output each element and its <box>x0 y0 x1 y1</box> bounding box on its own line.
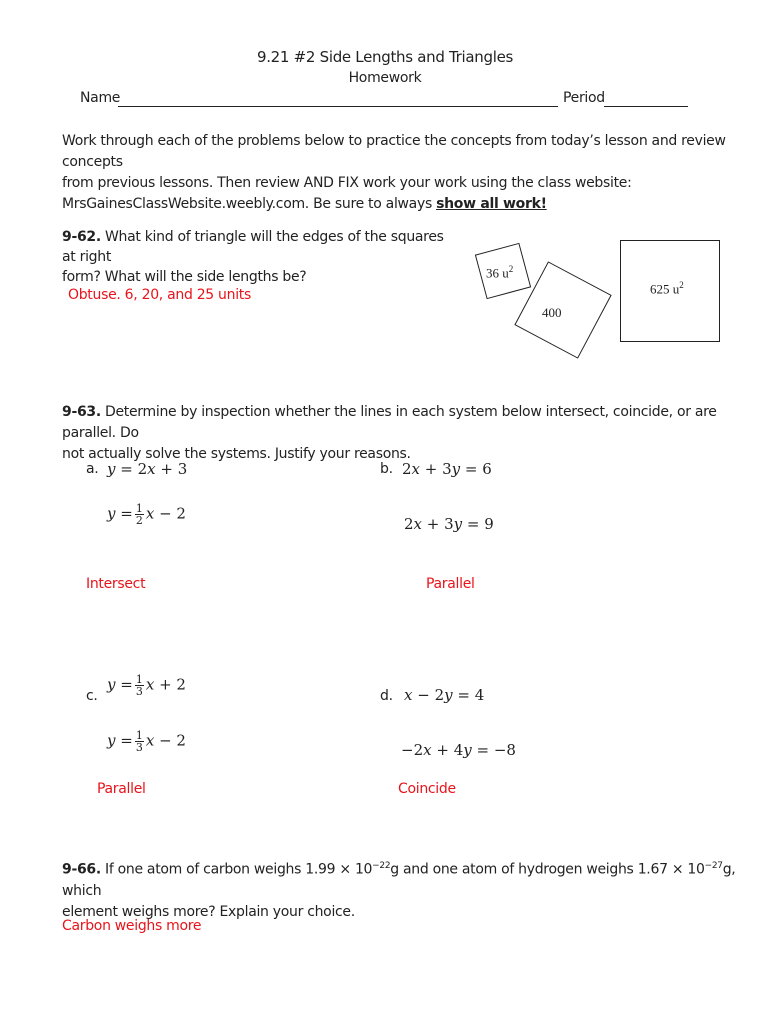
equation-a1: y = 2x + 3 <box>107 460 188 478</box>
answer-b: Parallel <box>426 576 475 592</box>
problem-number: 9-62. <box>62 229 101 245</box>
equation-b1: 2x + 3y = 6 <box>402 460 492 478</box>
equation-d1: x − 2y = 4 <box>404 686 485 704</box>
period-field[interactable] <box>604 92 688 107</box>
problem-9-66: 9-66. If one atom of carbon weighs $1.99 \times 10^{-22}g$ and one atom of hydrogen weighs $1.67 \times 10^{-27}g$, which element weighs more? Explain your choice. <box>62 856 752 923</box>
problem-9-62 <box>62 227 452 287</box>
equation-c2: y = $\frac{1}{3}$ x − 2 <box>107 729 186 754</box>
part-c-label: c. <box>86 688 98 704</box>
intro-line-3: MrsGainesClassWebsite.weebly.com. Be sure to always show all work! <box>62 196 547 212</box>
problem-text: What kind of triangle will the edges of the squares at right <box>62 229 444 265</box>
show-all-work-emphasis: show all work! <box>436 196 547 212</box>
problem-number: 9-63. <box>62 404 101 420</box>
name-field[interactable] <box>118 92 558 107</box>
intro-paragraph <box>62 131 742 215</box>
part-b-label: b. <box>380 461 393 477</box>
name-label: Name <box>80 90 121 106</box>
problem-9-63 <box>62 402 742 465</box>
square-400-label: 400 <box>542 305 562 320</box>
part-a-label: a. <box>86 461 99 477</box>
square-625-label: 625 $u^2$ <box>650 280 684 297</box>
answer-d: Coincide <box>398 781 456 797</box>
problem-number: 9-66. <box>62 861 101 878</box>
worksheet-subtitle: Homework <box>348 70 422 86</box>
square-36-label: 36 $u^2$ <box>486 264 514 281</box>
answer-9-66: Carbon weighs more <box>62 918 202 934</box>
intro-line-1: Work through each of the problems below to practice the concepts from today’s lesson and review concepts <box>62 133 726 170</box>
answer-9-62: Obtuse. 6, 20, and 25 units <box>68 287 251 303</box>
worksheet-title: 9.21 #2 Side Lengths and Triangles <box>256 48 514 66</box>
part-d-label: d. <box>380 688 393 704</box>
answer-c: Parallel <box>97 781 146 797</box>
problem-text-2: not actually solve the systems. Justify your reasons. <box>62 446 411 462</box>
equation-a2: y = $\frac{1}{2}$ x − 2 <box>107 502 186 527</box>
equation-d2: −2x + 4y = −8 <box>401 741 516 759</box>
answer-a: Intersect <box>86 576 146 592</box>
period-label: Period <box>563 90 605 106</box>
equation-c1: y = $\frac{1}{3}$ x + 2 <box>107 673 186 698</box>
problem-text-2: form? What will the side lengths be? <box>62 269 307 285</box>
problem-text: Determine by inspection whether the lines in each system below intersect, coincide, or are parallel. Do <box>62 404 717 441</box>
equation-b2: 2x + 3y = 9 <box>404 515 494 533</box>
square-400 <box>514 261 611 358</box>
intro-line-2: from previous lessons. Then review AND FIX work your work using the class website: <box>62 175 632 191</box>
problem-text-2: element weighs more? Explain your choice. <box>62 903 355 920</box>
